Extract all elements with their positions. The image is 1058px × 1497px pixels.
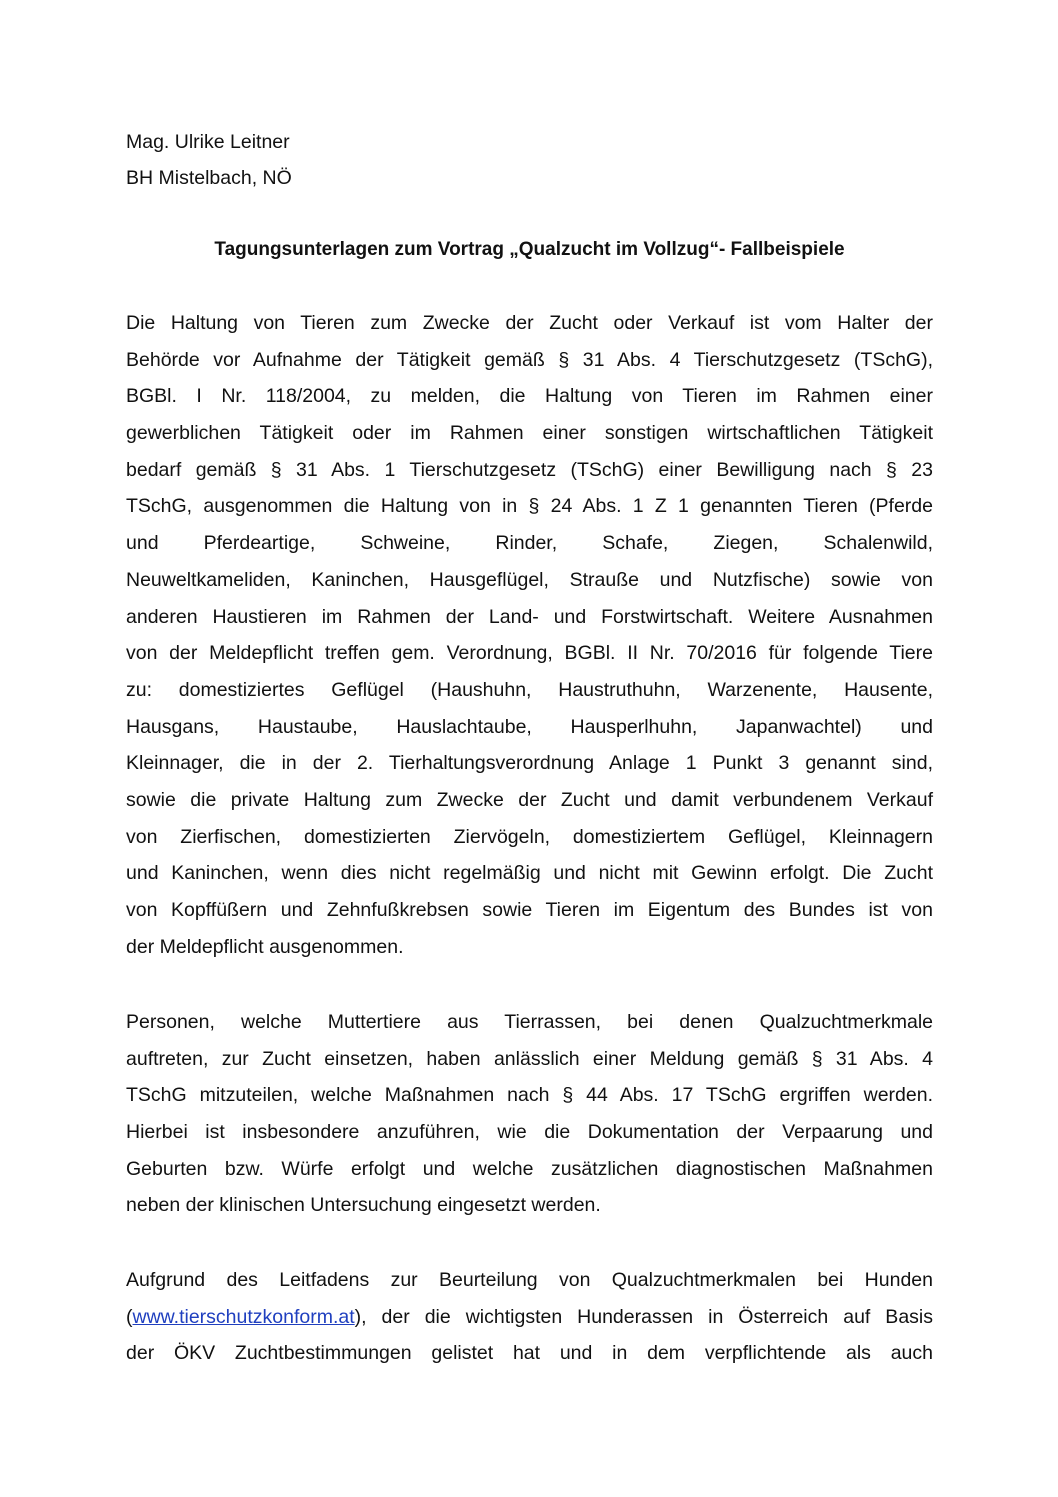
author-block [126, 124, 292, 196]
paragraph-line: Aufgrund des Leitfadens zur Beurteilung von Qualzuchtmerkmalen bei Hunden [126, 1269, 933, 1291]
paragraph-line: TSchG, ausgenommen die Haltung von in § 24 Abs. 1 Z 1 genannten Tieren (Pferde [126, 495, 933, 518]
paragraph-line: Geburten bzw. Würfe erfolgt und welche zusätzlichen diagnostischen Maßnahmen [126, 1157, 933, 1180]
author-name: Mag. Ulrike Leitner [126, 131, 290, 153]
paragraph-line: Hierbei ist insbesondere anzuführen, wie die Dokumentation der Verpaarung und [126, 1121, 933, 1144]
paragraph-line: Neuweltkameliden, Kaninchen, Hausgeflügel, Strauße und Nutzfische) sowie von [126, 568, 933, 591]
paragraph-line: Die Haltung von Tieren zum Zwecke der Zucht oder Verkauf ist vom Halter der [126, 312, 933, 334]
paragraph-line: von der Meldepflicht treffen gem. Verordnung, BGBl. II Nr. 70/2016 für folgende Tiere [126, 642, 933, 665]
paragraph-line: sowie die private Haltung zum Zwecke der Zucht und damit verbundenem Verkauf [126, 788, 933, 811]
author-office: BH Mistelbach, NÖ [126, 167, 292, 189]
paragraph-line: Behörde vor Aufnahme der Tätigkeit gemäß § 31 Abs. 4 Tierschutzgesetz (TSchG), [126, 348, 933, 371]
paragraph-line: TSchG mitzuteilen, welche Maßnahmen nach § 44 Abs. 17 TSchG ergriffen werden. [126, 1084, 933, 1107]
paragraph-line: BGBl. I Nr. 118/2004, zu melden, die Haltung von Tieren im Rahmen einer [126, 385, 933, 408]
paragraph-line: anderen Haustieren im Rahmen der Land- und Forstwirtschaft. Weitere Ausnahmen [126, 605, 933, 628]
paragraph-line: gewerblichen Tätigkeit oder im Rahmen einer sonstigen wirtschaftlichen Tätigkeit [126, 422, 933, 445]
paragraph-line: der Meldepflicht ausgenommen. [126, 935, 404, 958]
paragraph-line: Hausgans, Haustaube, Hauslachtaube, Hausperlhuhn, Japanwachtel) und [126, 715, 933, 738]
open-paren: ( [126, 1305, 133, 1328]
paragraph-line-with-link [126, 1299, 933, 1336]
paragraph-guideline [126, 1262, 933, 1372]
paragraph-qualzucht-breeding [126, 1004, 933, 1224]
tierschutzkonform-link[interactable]: www.tierschutzkonform.at [132, 1305, 355, 1328]
paragraph-line: Kleinnager, die in der 2. Tierhaltungsverordnung Anlage 1 Punkt 3 genannt sind, [126, 752, 933, 775]
document-title: Tagungsunterlagen zum Vortrag „Qualzucht im Vollzug“- Fallbeispiele [214, 239, 845, 260]
paragraph-line: bedarf gemäß § 31 Abs. 1 Tierschutzgesetz (TSchG) einer Bewilligung nach § 23 [126, 458, 933, 481]
paragraph-line: der ÖKV Zuchtbestimmungen gelistet hat und in dem verpflichtende als auch [126, 1342, 933, 1365]
paragraph-line: von Kopffüßern und Zehnfußkrebsen sowie Tieren im Eigentum des Bundes ist von [126, 899, 933, 921]
paragraph-line: neben der klinischen Untersuchung eingesetzt werden. [126, 1194, 601, 1217]
paragraph-line: zu: domestiziertes Geflügel (Haushuhn, Haustruthuhn, Warzenente, Hausente, [126, 678, 933, 701]
paragraph-registration [126, 305, 933, 965]
paragraph-line: auftreten, zur Zucht einsetzen, haben anlässlich einer Meldung gemäß § 31 Abs. 4 [126, 1047, 933, 1070]
paragraph-line: und Pferdeartige, Schweine, Rinder, Schafe, Ziegen, Schalenwild, [126, 532, 933, 555]
link-line-rest: ), der die wichtigsten Hunderassen in Österreich auf Basis [354, 1305, 933, 1328]
paragraph-line: Personen, welche Muttertiere aus Tierrassen, bei denen Qualzuchtmerkmale [126, 1011, 933, 1033]
paragraph-line: von Zierfischen, domestizierten Ziervögeln, domestiziertem Geflügel, Kleinnagern [126, 825, 933, 848]
paragraph-line: und Kaninchen, wenn dies nicht regelmäßig und nicht mit Gewinn erfolgt. Die Zucht [126, 862, 933, 885]
